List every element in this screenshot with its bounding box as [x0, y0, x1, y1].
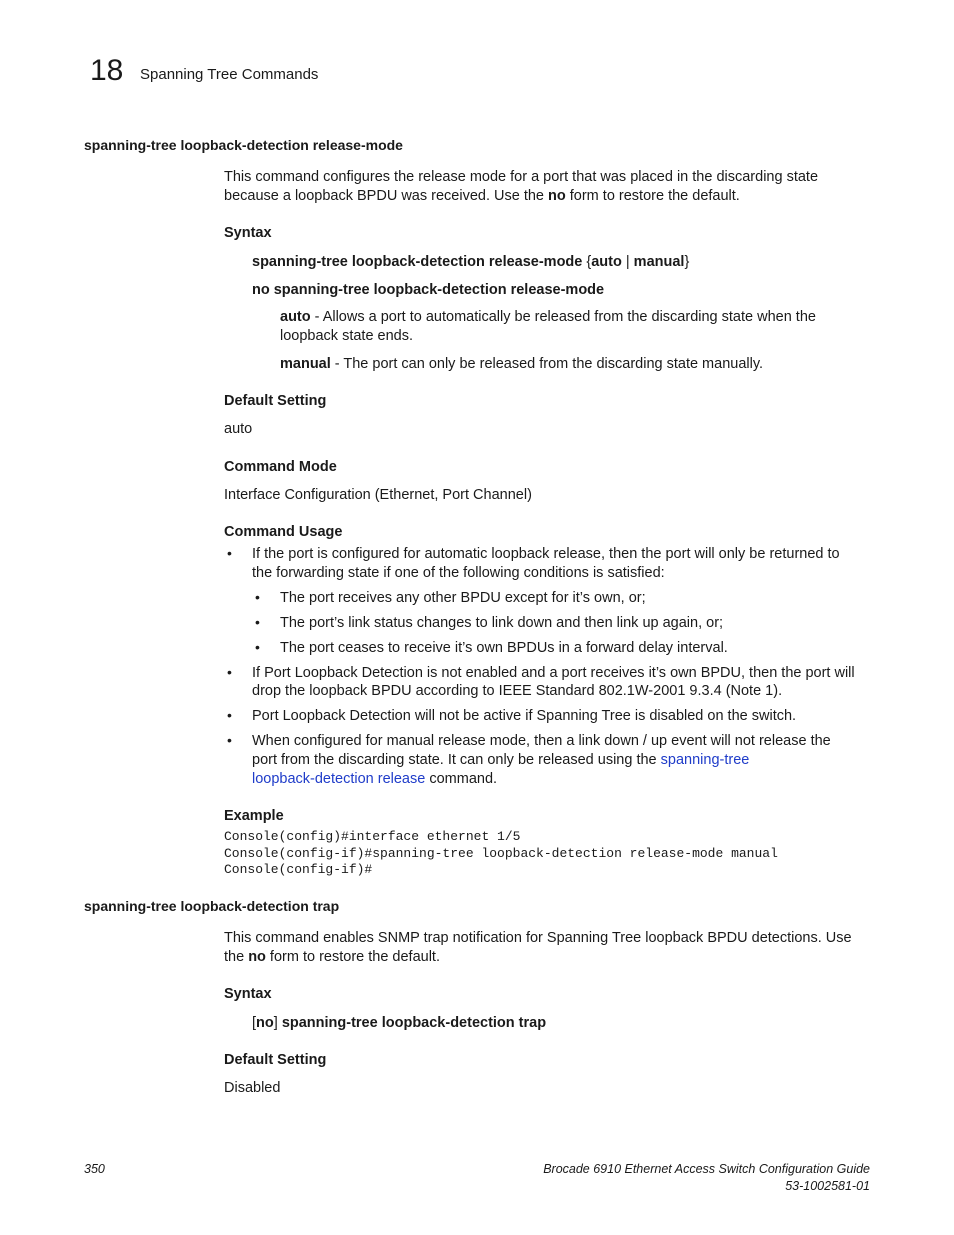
mode-heading: Command Mode	[224, 459, 337, 475]
bullet-icon: •	[227, 664, 232, 680]
code-line: Console(config-if)#spanning-tree loopback-detection release-mode manual	[224, 846, 778, 861]
usage-subitem: The port receives any other BPDU except for it’s own, or;	[280, 590, 646, 606]
param-description: auto - Allows a port to automatically be released from the discarding state when the	[280, 309, 816, 325]
usage-item: Port Loopback Detection will not be active if Spanning Tree is disabled on the switch.	[252, 708, 797, 724]
section-title: spanning-tree loopback-detection release-mode	[84, 137, 403, 153]
loopback-detection-release-link[interactable]: loopback-detection release	[252, 771, 426, 787]
usage-subitem: The port’s link status changes to link down and then link up again, or;	[280, 615, 724, 631]
syntax-line: [no] spanning-tree loopback-detection trap	[252, 1015, 547, 1031]
syntax-heading: Syntax	[224, 986, 272, 1002]
page-number: 350	[84, 1162, 105, 1176]
bullet-icon: •	[227, 707, 232, 723]
section-title: spanning-tree loopback-detection trap	[84, 898, 340, 914]
param-description: loopback state ends.	[280, 328, 414, 344]
param-description: manual - The port can only be released from the discarding state manually.	[280, 356, 764, 372]
bullet-icon: •	[255, 614, 260, 630]
guide-title: Brocade 6910 Ethernet Access Switch Configuration Guide	[543, 1162, 870, 1176]
usage-heading: Command Usage	[224, 524, 343, 540]
default-value: auto	[224, 421, 253, 437]
usage-item: When configured for manual release mode, then a link down / up event will not release the	[252, 733, 831, 749]
spanning-tree-link[interactable]: spanning-tree	[660, 752, 750, 768]
bullet-icon: •	[255, 589, 260, 605]
default-value: Disabled	[224, 1080, 281, 1096]
default-heading: Default Setting	[224, 1052, 327, 1068]
chapter-title: Spanning Tree Commands	[140, 66, 319, 83]
description-line: because a loopback BPDU was received. Use the no form to restore the default.	[224, 188, 740, 204]
syntax-line: no spanning-tree loopback-detection release-mode	[252, 282, 605, 298]
usage-item: If Port Loopback Detection is not enabled and a port receives it’s own BPDU, then the port will	[252, 665, 855, 681]
example-heading: Example	[224, 808, 284, 824]
usage-item: loopback-detection release command.	[252, 771, 498, 787]
syntax-heading: Syntax	[224, 225, 272, 241]
document-number: 53-1002581-01	[785, 1179, 870, 1193]
description-line: This command configures the release mode for a port that was placed in the discarding state	[224, 169, 819, 185]
chapter-number: 18	[90, 54, 124, 87]
bullet-icon: •	[227, 545, 232, 561]
usage-subitem: The port ceases to receive it’s own BPDUs in a forward delay interval.	[280, 640, 728, 656]
usage-item: port from the discarding state. It can only be released using the spanning-tree	[252, 752, 750, 768]
default-heading: Default Setting	[224, 393, 327, 409]
description-line: This command enables SNMP trap notification for Spanning Tree loopback BPDU detections. Use	[224, 930, 852, 946]
mode-value: Interface Configuration (Ethernet, Port Channel)	[224, 487, 532, 503]
code-line: Console(config-if)#	[224, 862, 373, 877]
code-line: Console(config)#interface ethernet 1/5	[224, 829, 521, 844]
syntax-line: spanning-tree loopback-detection release-mode {auto | manual}	[252, 254, 690, 270]
bullet-icon: •	[255, 639, 260, 655]
usage-item: drop the loopback BPDU according to IEEE Standard 802.1W-2001 9.3.4 (Note 1).	[252, 683, 783, 699]
usage-item: If the port is configured for automatic loopback release, then the port will only be returned to	[252, 546, 840, 562]
usage-item: the forwarding state if one of the following conditions is satisfied:	[252, 565, 665, 581]
bullet-icon: •	[227, 732, 232, 748]
description-line: the no form to restore the default.	[224, 949, 440, 965]
